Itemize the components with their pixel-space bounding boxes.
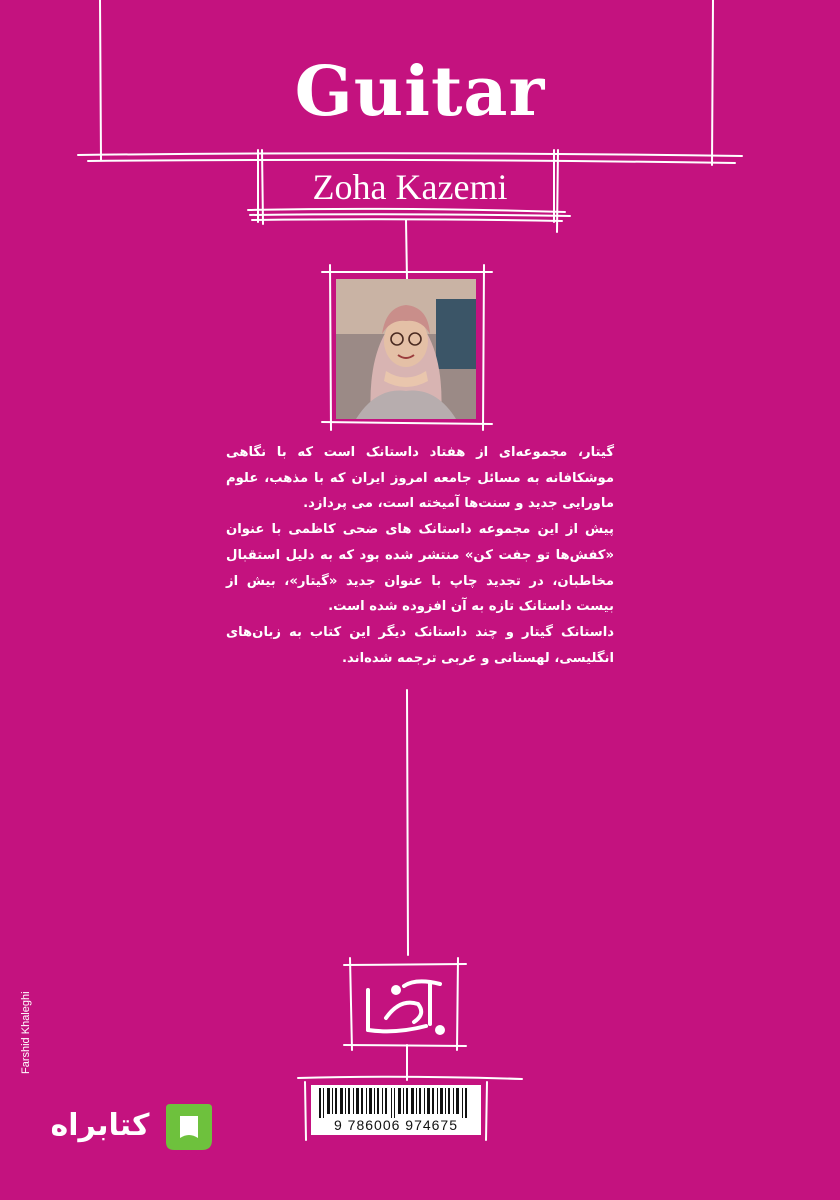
author-name: Zoha Kazemi — [312, 167, 508, 207]
blurb-paragraph-1: گیتار، مجموعه‌ای از هفتاد داستانک است که با نگاهی موشکافانه به مسائل جامعه امروز ایران که با مذهب، علوم ماورایی جدید و سنت‌ها آمیخته است، می پردازد. — [226, 445, 614, 512]
store-name: کتابراه — [50, 1108, 150, 1143]
isbn-barcode — [311, 1085, 481, 1135]
blurb-paragraph-3: داستانک گیتار و چند داستانک دیگر این کتاب به زبان‌های انگلیسی، لهستانی و عربی ترجمه شده‌اند. — [226, 624, 614, 666]
back-cover-blurb — [226, 440, 614, 671]
book-title: Guitar — [294, 52, 546, 132]
designer-credit: Farshid Khaleghi — [20, 991, 32, 1074]
bookmark-leaf-icon — [162, 1100, 216, 1154]
store-logo — [40, 1098, 216, 1158]
blurb-paragraph-2: پیش از این مجموعه داستانک های ضحی کاظمی با عنوان «کفش‌ها تو جفت کن» منتشر شده بود که به دلیل استقبال مخاطبان، در تجدید چاپ با عنوان جدید «گیتار»، بیش از بیست داستانک تازه به آن افزوده شده است. — [226, 522, 614, 615]
publisher-logo — [356, 968, 452, 1044]
isbn-number: 9 786006 974675 — [334, 1117, 458, 1133]
author-photo — [336, 279, 476, 419]
